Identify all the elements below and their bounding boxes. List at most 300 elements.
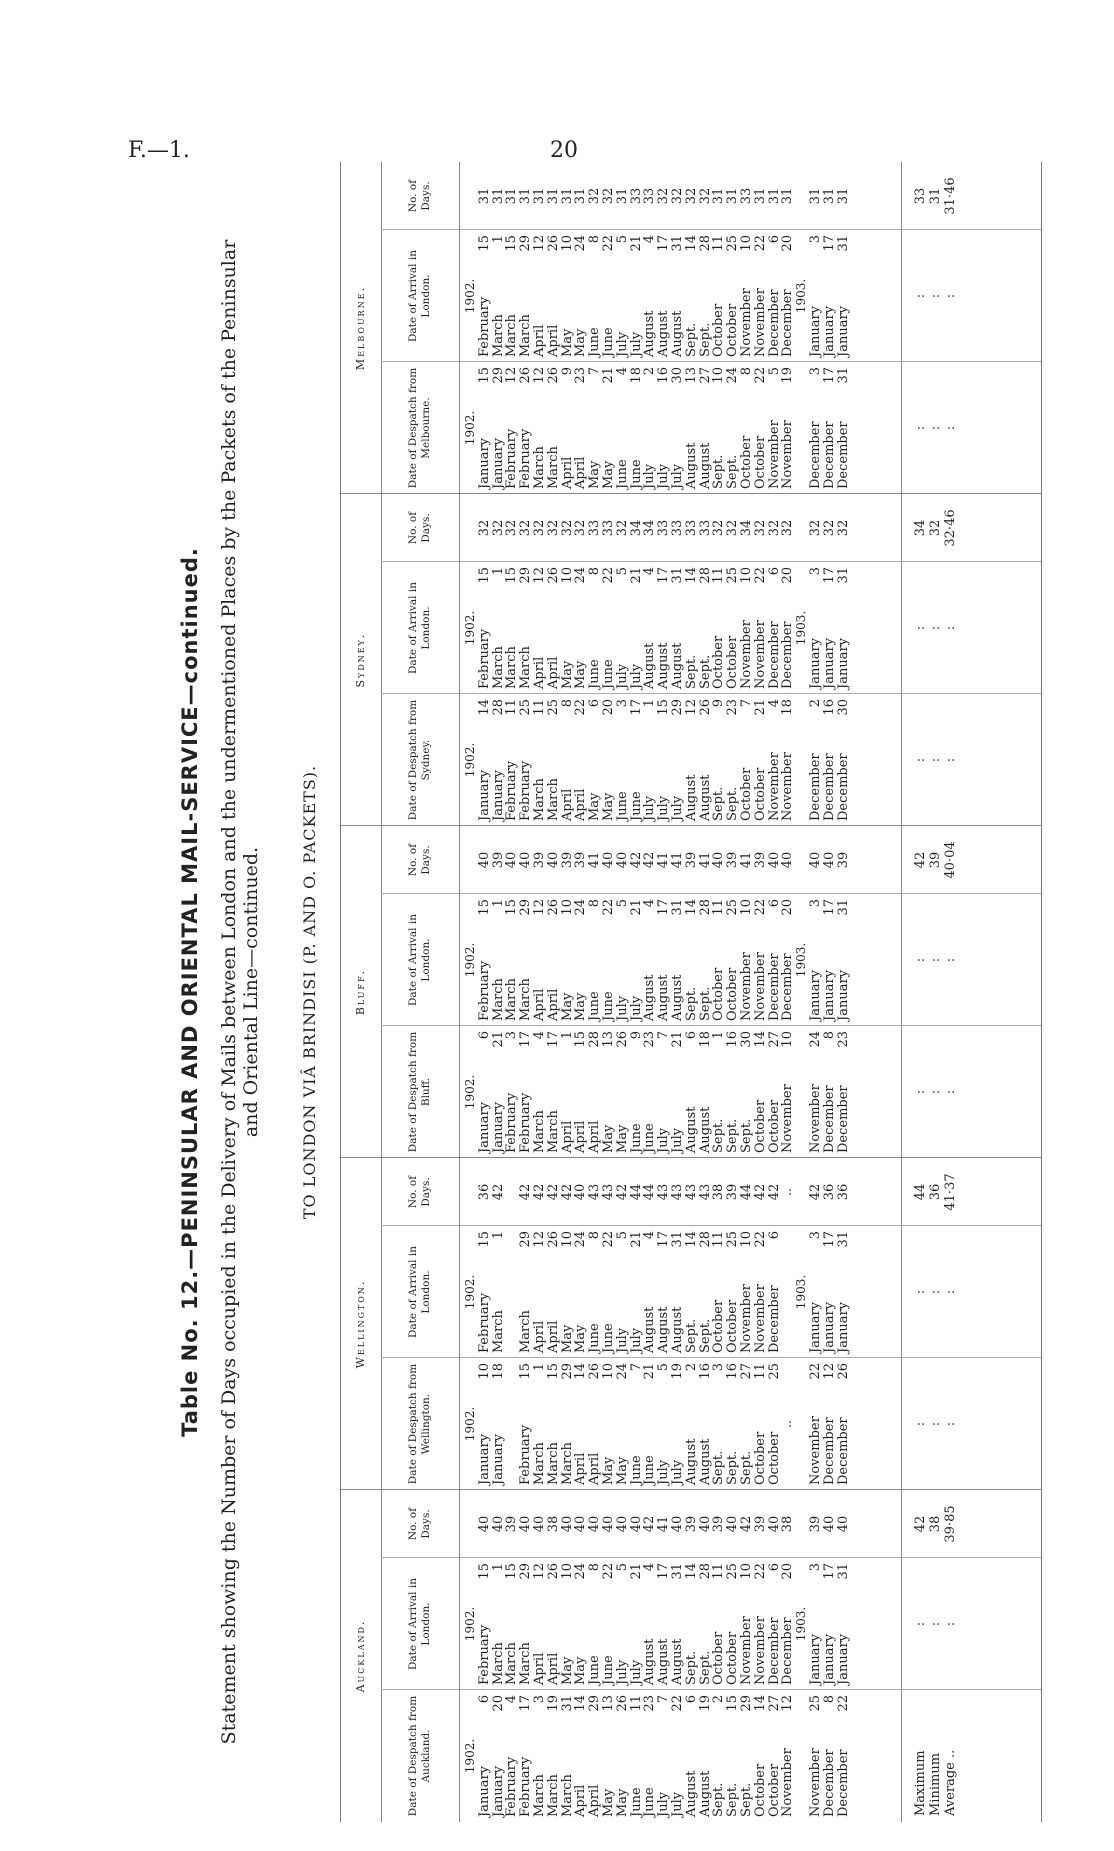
table-cell bbox=[574, 230, 588, 362]
day: 10 bbox=[559, 235, 575, 252]
days-cell: 32 bbox=[669, 187, 685, 205]
month: March bbox=[531, 1110, 547, 1153]
summary-dots: : bbox=[928, 957, 943, 963]
rotated-table-page bbox=[140, 142, 1100, 1842]
day: 11 bbox=[711, 1563, 727, 1580]
days-cell: 40 bbox=[600, 1515, 616, 1533]
month: July bbox=[628, 663, 644, 689]
days-cell: 43 bbox=[587, 1183, 603, 1201]
days-cell: 40 bbox=[504, 851, 520, 869]
month: July bbox=[642, 795, 658, 821]
table-cell bbox=[699, 1558, 713, 1690]
summary-dots: : bbox=[913, 293, 928, 299]
month: April bbox=[545, 988, 561, 1021]
month: October bbox=[752, 767, 768, 821]
table-cell bbox=[643, 1690, 657, 1822]
days-cell: 40 bbox=[518, 851, 534, 869]
days-cell: 41 bbox=[587, 851, 603, 869]
days-cell: 32 bbox=[766, 519, 782, 537]
month: January bbox=[821, 969, 837, 1021]
days-cell: 39 bbox=[504, 1515, 520, 1533]
day: 17 bbox=[821, 1563, 837, 1580]
month: July bbox=[656, 1459, 672, 1485]
table-cell bbox=[712, 894, 726, 1026]
table-cell bbox=[630, 1358, 644, 1490]
day: 6 bbox=[766, 1563, 782, 1572]
summary-value: 38 bbox=[928, 1515, 943, 1533]
table-cell bbox=[643, 230, 657, 362]
table-cell bbox=[712, 694, 726, 826]
table-cell bbox=[616, 562, 630, 694]
table-cell bbox=[754, 694, 768, 826]
days-cells bbox=[460, 1158, 850, 1226]
month: August bbox=[642, 310, 658, 357]
day: 10 bbox=[559, 1231, 575, 1248]
day: 31 bbox=[835, 1563, 851, 1580]
month: Sept. bbox=[711, 454, 727, 489]
table-cell bbox=[588, 562, 602, 694]
month: Sept. bbox=[738, 1450, 754, 1485]
month: December bbox=[821, 753, 837, 821]
day: 31 bbox=[669, 567, 685, 584]
table-cell bbox=[823, 694, 837, 826]
month: October bbox=[752, 435, 768, 489]
day: 8 bbox=[738, 367, 754, 376]
month: March bbox=[545, 446, 561, 489]
days-cell: 32 bbox=[518, 519, 534, 537]
month: March bbox=[504, 646, 520, 689]
month: July bbox=[628, 995, 644, 1021]
table-cell bbox=[740, 230, 754, 362]
table-cell bbox=[781, 694, 795, 826]
days-cell: 40 bbox=[669, 1515, 685, 1533]
day: 29 bbox=[587, 1695, 603, 1712]
day: 11 bbox=[504, 699, 520, 716]
table-cell bbox=[630, 1690, 644, 1822]
arrival-column bbox=[381, 1557, 1041, 1690]
days-cell: 40 bbox=[559, 1515, 575, 1533]
day: 31 bbox=[669, 235, 685, 252]
table-cell bbox=[505, 1690, 519, 1822]
day: 27 bbox=[738, 1363, 754, 1380]
table-subtitle bbox=[218, 162, 262, 1822]
table-cell bbox=[616, 1690, 630, 1822]
table-cell bbox=[671, 1690, 685, 1822]
month: May bbox=[587, 792, 603, 821]
despatch-header: Date of Despatch from Bluff. bbox=[381, 1026, 460, 1158]
days-cell: 40 bbox=[780, 851, 796, 869]
days-cell: 40 bbox=[821, 1515, 837, 1533]
month: March bbox=[518, 978, 534, 1021]
days-cell: 42 bbox=[531, 1183, 547, 1201]
days-cell: 40 bbox=[600, 851, 616, 869]
summary-dots: : bbox=[928, 1289, 943, 1295]
day: 4 bbox=[531, 1031, 547, 1040]
days-cell: 40 bbox=[545, 851, 561, 869]
days-cell: 40 bbox=[587, 1515, 603, 1533]
summary-dots: : bbox=[913, 1621, 928, 1627]
days-cell: 33 bbox=[683, 519, 699, 537]
summary-value: 36 bbox=[928, 1183, 943, 1201]
day: 3 bbox=[504, 1031, 520, 1040]
month: December bbox=[766, 621, 782, 689]
table-cell bbox=[492, 362, 506, 494]
day: 15 bbox=[476, 899, 492, 916]
days-cell: 39 bbox=[531, 851, 547, 869]
table-cell bbox=[823, 362, 837, 494]
month: March bbox=[518, 1642, 534, 1685]
month: November bbox=[807, 1748, 823, 1817]
month: April bbox=[545, 324, 561, 357]
table-cell bbox=[768, 1226, 782, 1358]
table-cell bbox=[657, 1690, 671, 1822]
day: 18 bbox=[697, 1031, 713, 1048]
day: 6 bbox=[587, 699, 603, 708]
month: February bbox=[504, 1756, 520, 1817]
table-cell bbox=[478, 894, 492, 1026]
month: March bbox=[490, 1310, 506, 1353]
table-cell bbox=[768, 894, 782, 1026]
table-cell bbox=[795, 362, 809, 494]
table-cell bbox=[809, 1358, 823, 1490]
table-cell bbox=[685, 694, 699, 826]
page-reference: F.—1. bbox=[128, 138, 190, 163]
day: 8 bbox=[587, 567, 603, 576]
month: May bbox=[600, 460, 616, 489]
month: Sept. bbox=[697, 986, 713, 1021]
days-cell: 32 bbox=[725, 519, 741, 537]
day: 28 bbox=[697, 567, 713, 584]
month: January bbox=[807, 637, 823, 689]
table-cell bbox=[823, 230, 837, 362]
month: December bbox=[766, 1285, 782, 1353]
day: 26 bbox=[545, 367, 561, 384]
table-cell bbox=[754, 562, 768, 694]
month: May bbox=[614, 1456, 630, 1485]
month: November bbox=[738, 288, 754, 357]
month: December bbox=[821, 1749, 837, 1817]
table-cell bbox=[492, 1226, 506, 1358]
days-cell: 39 bbox=[490, 851, 506, 869]
day: 28 bbox=[697, 1231, 713, 1248]
month: October bbox=[752, 1763, 768, 1817]
day: 1 bbox=[642, 699, 658, 708]
table-cell bbox=[588, 1226, 602, 1358]
month: March bbox=[545, 1774, 561, 1817]
day: 14 bbox=[683, 899, 699, 916]
days-cell: 40 bbox=[711, 851, 727, 869]
day: 3 bbox=[807, 367, 823, 376]
table-cell: 1902. bbox=[463, 742, 477, 778]
table-cell bbox=[809, 1558, 823, 1690]
month: July bbox=[669, 1459, 685, 1485]
table-cell bbox=[837, 230, 851, 362]
days-cell: 31 bbox=[807, 187, 823, 205]
days-cell: 31 bbox=[752, 187, 768, 205]
days-cell: 31 bbox=[490, 187, 506, 205]
summary-dots: : bbox=[913, 757, 928, 763]
days-cell: 32 bbox=[504, 519, 520, 537]
table-cell bbox=[505, 1558, 519, 1690]
day: 26 bbox=[545, 567, 561, 584]
table-cell bbox=[478, 230, 492, 362]
summary-dots: : bbox=[913, 425, 928, 431]
table-cell bbox=[671, 362, 685, 494]
month: April bbox=[531, 1652, 547, 1685]
day: 15 bbox=[656, 699, 672, 716]
table-cell bbox=[823, 1358, 837, 1490]
table-cell bbox=[519, 362, 533, 494]
month: April bbox=[587, 1120, 603, 1153]
days-cell: 32 bbox=[614, 519, 630, 537]
month: August bbox=[669, 310, 685, 357]
day: 25 bbox=[518, 699, 534, 716]
day: 4 bbox=[766, 699, 782, 708]
days-cell bbox=[505, 1158, 519, 1226]
month: Sept. bbox=[683, 654, 699, 689]
table-cell bbox=[574, 1358, 588, 1490]
days-cell: 42 bbox=[628, 851, 644, 869]
table-cell: 1902. bbox=[463, 1406, 477, 1442]
summary-dots: : bbox=[943, 293, 958, 299]
table-cell bbox=[768, 562, 782, 694]
day: 24 bbox=[573, 899, 589, 916]
table-cell bbox=[685, 362, 699, 494]
despatch-header: Date of Despatch from Sydney. bbox=[381, 694, 460, 826]
table-cell bbox=[574, 362, 588, 494]
month: July bbox=[614, 1327, 630, 1353]
day: 15 bbox=[518, 1363, 534, 1380]
table-cell bbox=[561, 1226, 575, 1358]
days-cell: 42 bbox=[766, 1183, 782, 1201]
day: 6 bbox=[766, 1231, 782, 1240]
table-cell bbox=[643, 1358, 657, 1490]
table-cell bbox=[781, 894, 795, 1026]
table-cell bbox=[726, 894, 740, 1026]
day: 17 bbox=[821, 367, 837, 384]
table-cell bbox=[505, 1358, 519, 1490]
days-cell: 40 bbox=[628, 1515, 644, 1533]
table-cell: 1902. bbox=[463, 1074, 477, 1110]
day: 21 bbox=[752, 699, 768, 716]
table-cell bbox=[657, 230, 671, 362]
days-cell: 40 bbox=[835, 1515, 851, 1533]
days-cell: 42 bbox=[738, 1515, 754, 1533]
table-cell bbox=[726, 1690, 740, 1822]
day: 2 bbox=[711, 1695, 727, 1704]
table-title: Table No. 12.—PENINSULAR AND ORIENTAL MAIL-SERVICE—continued. bbox=[178, 547, 202, 1437]
table-cell bbox=[643, 894, 657, 1026]
month: February bbox=[518, 1092, 534, 1153]
table-cell bbox=[616, 694, 630, 826]
month: December bbox=[766, 1617, 782, 1685]
month: February bbox=[476, 1624, 492, 1685]
day: 20 bbox=[600, 699, 616, 716]
month: January bbox=[807, 305, 823, 357]
table-cell bbox=[547, 1358, 561, 1490]
summary-dots: : bbox=[913, 625, 928, 631]
summary-value: 41·37 bbox=[943, 1173, 958, 1211]
days-cell: 39 bbox=[835, 851, 851, 869]
month: March bbox=[504, 314, 520, 357]
table-cell bbox=[616, 894, 630, 1026]
day: 14 bbox=[752, 1031, 768, 1048]
summary-dots: : bbox=[928, 1421, 943, 1427]
day: 29 bbox=[518, 1563, 534, 1580]
month: October bbox=[766, 1431, 782, 1485]
table-cell bbox=[630, 562, 644, 694]
month: March bbox=[531, 446, 547, 489]
day: 22 bbox=[752, 235, 768, 252]
day: 19 bbox=[780, 367, 796, 384]
days-header: No. of Days. bbox=[381, 1490, 460, 1558]
table-cell bbox=[630, 1558, 644, 1690]
summary-dots: : bbox=[943, 1089, 958, 1095]
day: 17 bbox=[656, 1563, 672, 1580]
day: 28 bbox=[697, 1563, 713, 1580]
month: December bbox=[807, 753, 823, 821]
month: December bbox=[835, 1417, 851, 1485]
month: April bbox=[573, 1452, 589, 1485]
day: 29 bbox=[738, 1695, 754, 1712]
month: May bbox=[573, 328, 589, 357]
day: 6 bbox=[476, 1031, 492, 1040]
days-cell: 33 bbox=[669, 519, 685, 537]
day: 25 bbox=[545, 699, 561, 716]
month: June bbox=[628, 1455, 644, 1485]
month: March bbox=[490, 646, 506, 689]
month: June bbox=[614, 459, 630, 489]
despatch-cells bbox=[460, 362, 850, 494]
mail-delivery-table bbox=[340, 162, 1042, 1822]
day: 17 bbox=[518, 1031, 534, 1048]
table-cell bbox=[781, 562, 795, 694]
summary-dots: : bbox=[943, 757, 958, 763]
month: August bbox=[697, 774, 713, 821]
table-cell bbox=[768, 1358, 782, 1490]
days-cell: 31 bbox=[476, 187, 492, 205]
day: 11 bbox=[711, 235, 727, 252]
month: August bbox=[656, 1306, 672, 1353]
table-cell bbox=[657, 694, 671, 826]
days-cell: 32 bbox=[711, 519, 727, 537]
days-header: No. of Days. bbox=[381, 826, 460, 894]
day: 10 bbox=[711, 367, 727, 384]
days-cell: 39 bbox=[683, 851, 699, 869]
days-cell: 44 bbox=[628, 1183, 644, 1201]
day: 23 bbox=[725, 699, 741, 716]
days-cell: 40 bbox=[573, 1515, 589, 1533]
month: April bbox=[559, 788, 575, 821]
day: 14 bbox=[573, 1695, 589, 1712]
month: August bbox=[697, 1438, 713, 1485]
table-cell bbox=[837, 1690, 851, 1822]
day: 4 bbox=[642, 567, 658, 576]
days-cell: 32 bbox=[656, 187, 672, 205]
days-cell: 40 bbox=[476, 1515, 492, 1533]
summary-values bbox=[913, 230, 958, 362]
table-cell bbox=[547, 1690, 561, 1822]
month: October bbox=[725, 635, 741, 689]
month: November bbox=[780, 1748, 796, 1817]
day: 15 bbox=[504, 235, 520, 252]
summary-values bbox=[913, 362, 958, 494]
day: 2 bbox=[807, 699, 823, 708]
despatch-cells bbox=[460, 1358, 850, 1490]
day: 11 bbox=[711, 899, 727, 916]
month: July bbox=[669, 795, 685, 821]
month: May bbox=[559, 992, 575, 1021]
day: 5 bbox=[614, 567, 630, 576]
summary-value: 32·46 bbox=[943, 509, 958, 547]
days-cell: 43 bbox=[697, 1183, 713, 1201]
month: November bbox=[738, 1284, 754, 1353]
month: January bbox=[821, 1301, 837, 1353]
month: Sept. bbox=[711, 786, 727, 821]
summary-values bbox=[913, 1490, 958, 1558]
month: July bbox=[656, 1127, 672, 1153]
table-cell bbox=[602, 1026, 616, 1158]
day: 8 bbox=[587, 235, 603, 244]
day: 17 bbox=[821, 899, 837, 916]
summary-dots: : bbox=[943, 425, 958, 431]
day: 15 bbox=[504, 567, 520, 584]
table-cell bbox=[740, 1558, 754, 1690]
day: 20 bbox=[780, 1563, 796, 1580]
day: 17 bbox=[821, 567, 837, 584]
table-cell bbox=[685, 1358, 699, 1490]
day: 21 bbox=[490, 1031, 506, 1048]
table-cell bbox=[561, 362, 575, 494]
table-cell bbox=[795, 1690, 809, 1822]
summary-values bbox=[913, 1558, 958, 1690]
days-column bbox=[381, 162, 1041, 230]
month: August bbox=[656, 974, 672, 1021]
day: 10 bbox=[738, 1563, 754, 1580]
days-cell: 32 bbox=[545, 519, 561, 537]
month: May bbox=[573, 660, 589, 689]
table-cell bbox=[699, 1026, 713, 1158]
month: December bbox=[821, 421, 837, 489]
month: January bbox=[490, 769, 506, 821]
month: July bbox=[669, 1127, 685, 1153]
table-cell bbox=[781, 1226, 795, 1358]
summary-values bbox=[913, 1226, 958, 1358]
month: June bbox=[587, 991, 603, 1021]
day: 15 bbox=[476, 1563, 492, 1580]
month: Sept. bbox=[697, 322, 713, 357]
month: February bbox=[504, 428, 520, 489]
table-cell bbox=[492, 1690, 506, 1822]
month: January bbox=[835, 637, 851, 689]
day: 15 bbox=[476, 567, 492, 584]
summary-value: 31·46 bbox=[943, 177, 958, 215]
table-cell: 1902. bbox=[463, 942, 477, 978]
summary-dots: : bbox=[943, 625, 958, 631]
month: December bbox=[835, 1085, 851, 1153]
month: October bbox=[711, 967, 727, 1021]
month: Sept. bbox=[697, 1650, 713, 1685]
month: May bbox=[600, 1124, 616, 1153]
days-column bbox=[381, 826, 1041, 894]
arrival-cells bbox=[460, 894, 850, 1026]
despatch-column bbox=[381, 1357, 1041, 1490]
month: October bbox=[752, 1431, 768, 1485]
month: August bbox=[669, 1306, 685, 1353]
month: June bbox=[642, 1123, 658, 1153]
month: June bbox=[628, 1787, 644, 1817]
summary-value: 39 bbox=[928, 851, 943, 869]
